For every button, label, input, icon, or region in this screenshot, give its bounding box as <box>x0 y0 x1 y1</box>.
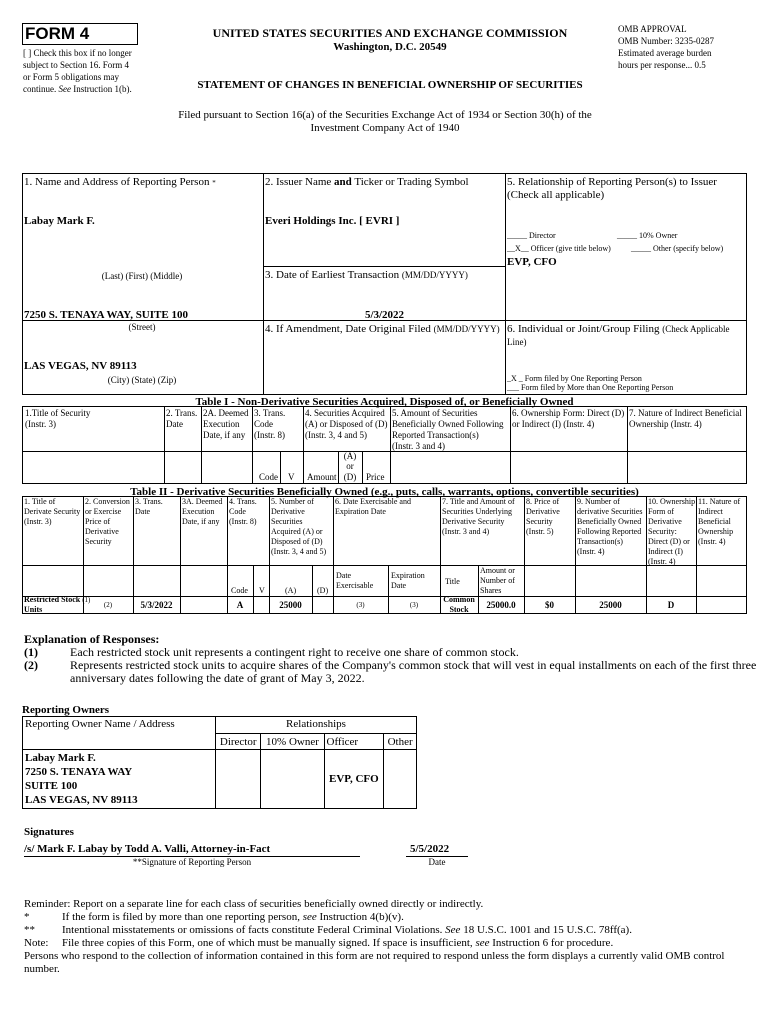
explanation-2-text: Represents restricted stock units to acquire shares of the Company's common stock that will vest in equal installments on each of the first three <box>70 658 757 672</box>
explanation-heading: Explanation of Responses: <box>24 632 160 646</box>
t2-row-owned: 25000 <box>599 600 622 610</box>
relationship-label: 5. Relationship of Reporting Person(s) to Issuer <box>507 176 717 188</box>
filing-one-person: _X _ Form filed by One Reporting Person <box>507 374 642 383</box>
owner-officer-title: EVP, CFO <box>324 750 384 809</box>
t1-col-securities: 4. Securities Acquired <box>305 408 385 418</box>
rel-10pct-owner: _____ 10% Owner <box>617 231 678 240</box>
t2-col-date: 3. Trans. Date <box>135 497 163 516</box>
agency-location: Washington, D.C. 20549 <box>333 41 447 53</box>
t1-col-deemed: 2A. Deemed <box>203 408 249 418</box>
agency-name: UNITED STATES SECURITIES AND EXCHANGE COMMISSION <box>212 26 568 40</box>
signatures-heading: Signatures <box>24 826 74 838</box>
t2-row-date: 5/3/2022 <box>140 600 173 610</box>
t2-row-exercisable: (3) <box>356 601 365 609</box>
t2-col-title: 1. Title of Derivate Security (Instr. 3) <box>24 497 81 526</box>
officer-title: EVP, CFO <box>507 256 557 268</box>
rel-director: _____ Director <box>507 231 556 240</box>
reporter-street: 7250 S. TENAYA WAY, SUITE 100 <box>24 309 188 321</box>
name-parts-label: (Last) (First) (Middle) <box>101 271 183 281</box>
owners-col-name: Reporting Owner Name / Address <box>23 717 216 750</box>
reporter-city: LAS VEGAS, NV 89113 <box>24 360 137 372</box>
omb-notice: Persons who respond to the collection of information contained in this form are not required to respond unless the form displays a currently valid OMB control <box>24 950 725 962</box>
t2-row-form: D <box>667 600 675 610</box>
t1-col-ownership: 6. Ownership Form: Direct (D) <box>512 408 625 418</box>
t2-col-underlying: 7. Title and Amount of Securities Underlying Derivative Security (Instr. 3 and 4) <box>442 497 515 536</box>
signature-date: 5/5/2022 <box>410 843 450 855</box>
t1-col-nature: 7. Nature of Indirect Beneficial <box>629 408 742 418</box>
owners-heading: Reporting Owners <box>22 704 110 716</box>
t2-col-conversion: 2. Conversion or Exercise Price of Derivative Security <box>85 497 130 546</box>
t2-row-shares: 25000.0 <box>486 600 516 610</box>
transaction-date-label: 3. Date of Earliest Transaction (MM/DD/YYYY) <box>265 269 468 281</box>
owners-col-director: Director <box>216 733 261 750</box>
owner-address: Labay Mark F. 7250 S. TENAYA WAY SUITE 100 LAS VEGAS, NV 89113 <box>23 750 216 809</box>
issuer-name: Everi Holdings Inc. [ EVRI ] <box>265 215 400 227</box>
omb-approval: OMB APPROVAL <box>618 24 687 34</box>
footnote-note: File three copies of this Form, one of which must be manually signed. If space is insufficient, see Instruction 6 for procedure. <box>62 937 614 949</box>
t2-col-exercisable: 6. Date Exercisable and Expiration Date <box>335 497 411 516</box>
t2-row-title: Common Stock <box>443 595 475 614</box>
signature-label: **Signature of Reporting Person <box>132 857 252 867</box>
footnote-star: If the form is filed by more than one reporting person, see Instruction 4(b)(v). <box>62 911 404 923</box>
table2-title: Table II - Derivative Securities Beneficially Owned (e.g., puts, calls, warrants, options, convertible securities) <box>130 486 639 498</box>
t2-row-security: Restricted Stock (1) Units <box>24 595 91 614</box>
footnote-double-star: Intentional misstatements or omissions of facts constitute Federal Criminal Violations. See 18 U.S.C. 1001 and 15 U.S.C. 78ff(a). <box>62 924 632 936</box>
t2-col-number: 5. Number of Derivative Securities Acquired (A) or Disposed of (D) (Instr. 3, 4 and 5) <box>271 497 327 556</box>
t2-col-nature: 11. Nature of Indirect Beneficial Ownership (Instr. 4) <box>698 497 741 546</box>
t2-row-amount: 25000 <box>279 600 302 610</box>
owners-table <box>22 716 417 809</box>
filing-more-persons: ___ Form filed by More than One Reporting Person <box>507 383 674 392</box>
explanation-1-text: Each restricted stock unit represents a contingent right to receive one share of common stock. <box>70 645 519 659</box>
t2-col-deemed: 3A. Deemed Execution Date, if any <box>182 497 223 526</box>
t1-col-title: 1.Title of Security <box>25 408 91 418</box>
t2-col-owned: 9. Number of derivative Securities Beneficially Owned Following Reported Transaction(s) (Instr. 4) <box>577 497 643 556</box>
t2-row-code: A <box>236 600 244 610</box>
t1-col-code: 3. Trans. <box>254 408 286 418</box>
t2-col-code: 4. Trans. Code (Instr. 8) <box>229 497 257 526</box>
amendment-label: 4. If Amendment, Date Original Filed (MM/DD/YYYY) <box>265 323 500 335</box>
reminder-text: Reminder: Report on a separate line for each class of securities beneficially owned directly or indirectly. <box>24 898 484 910</box>
owners-col-10pct: 10% Owner <box>261 733 324 750</box>
table1-title: Table I - Non-Derivative Securities Acquired, Disposed of, or Beneficially Owned <box>195 396 574 408</box>
t2-row-conversion: (2) <box>103 601 113 609</box>
t1-col-date: 2. Trans. <box>166 408 198 418</box>
t2-col-form: 10. Ownership Form of Derivative Security: Direct (D) or Indirect (I) (Instr. 4) <box>648 497 696 566</box>
explanation-1-num: (1) <box>24 645 38 659</box>
owners-col-officer: Officer <box>324 733 384 750</box>
explanation-2-num: (2) <box>24 658 38 672</box>
owners-col-other: Other <box>384 733 417 750</box>
signature: /s/ Mark F. Labay by Todd A. Valli, Attorney-in-Fact <box>24 843 271 855</box>
issuer-label: 2. Issuer Name and Ticker or Trading Symbol <box>265 176 469 188</box>
name-address-label: 1. Name and Address of Reporting Person <box>24 176 210 188</box>
t2-row-price: $0 <box>545 600 554 610</box>
t2-row-expiration: (3) <box>409 601 419 609</box>
transaction-date: 5/3/2022 <box>364 309 405 321</box>
filing-label: 6. Individual or Joint/Group Filing (Check Applicable <box>507 323 730 335</box>
filed-pursuant: Filed pursuant to Section 16(a) of the Securities Exchange Act of 1934 or Section 30(h) of the <box>178 109 592 121</box>
form-title: FORM 4 <box>25 24 90 43</box>
owners-col-relationships: Relationships <box>216 717 417 734</box>
statement-title: STATEMENT OF CHANGES IN BENEFICIAL OWNERSHIP OF SECURITIES <box>197 79 583 91</box>
rel-officer: __X__ Officer (give title below) <box>507 244 611 253</box>
checkbox-text: [ ] Check this box if no longer <box>23 48 132 58</box>
reporter-name: Labay Mark F. <box>24 215 95 227</box>
rel-other: _____ Other (specify below) <box>631 244 724 253</box>
t2-col-price: 8. Price of Derivative Security (Instr. 5) <box>526 497 560 536</box>
t1-col-amount: 5. Amount of Securities <box>392 408 478 418</box>
